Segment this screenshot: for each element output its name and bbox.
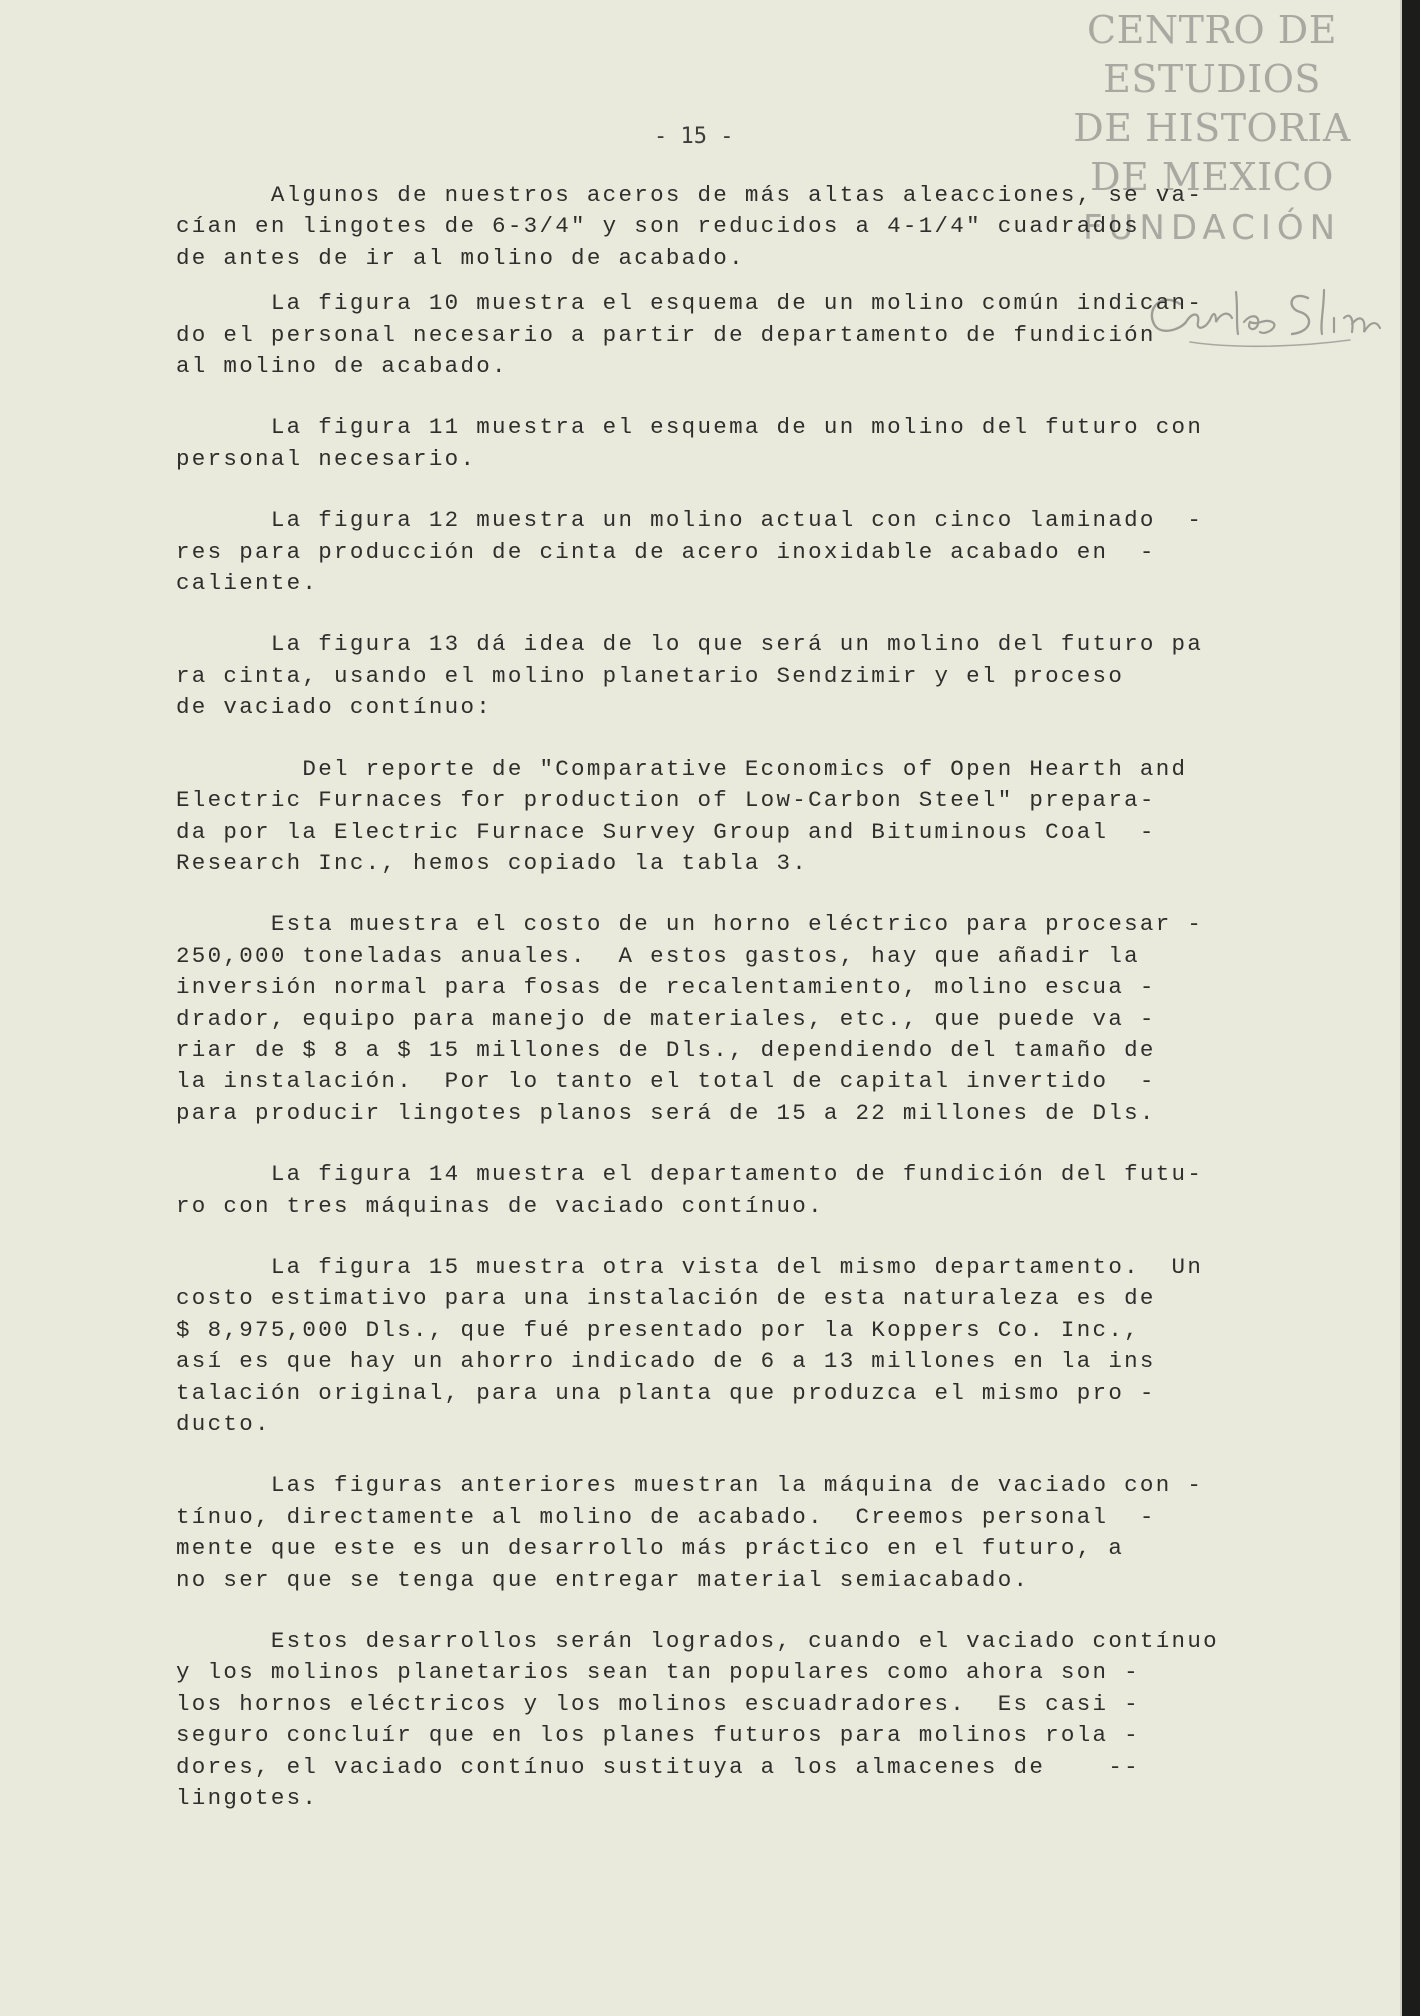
text-line: no ser que se tenga que entregar material semiacabado. [176, 1566, 1030, 1593]
text-line: personal necesario. [176, 445, 477, 472]
paragraph [176, 505, 1326, 599]
text-line: al molino de acabado. [176, 353, 508, 380]
text-line: para producir lingotes planos será de 15 a 22 millones de Dls. [176, 1099, 1156, 1126]
body-text [176, 180, 1326, 1814]
text-line: res para producción de cinta de acero inoxidable acabado en - [176, 538, 1156, 565]
text-line: ducto. [176, 1411, 271, 1437]
text-line: talación original, para una planta que produzca el mismo pro - [176, 1379, 1156, 1406]
paragraph [176, 412, 1326, 475]
paragraph [176, 754, 1326, 880]
text-line: y los molinos planetarios sean tan populares como ahora son - [176, 1659, 1140, 1686]
text-line: La figura 13 dá idea de lo que será un molino del futuro pa [176, 631, 1204, 658]
paragraph [176, 1252, 1326, 1440]
text-line: Esta muestra el costo de un horno eléctrico para procesar - [176, 911, 1204, 938]
text-line: costo estimativo para una instalación de esta naturaleza es de [176, 1285, 1156, 1312]
watermark-foundation: FUNDACIÓN [1082, 208, 1342, 248]
text-line: riar de $ 8 a $ 15 millones de Dls., dependiendo del tamaño de [176, 1036, 1156, 1063]
text-line: de antes de ir al molino de acabado. [176, 244, 745, 271]
page-number: - 15 - [654, 124, 734, 149]
text-line: de vaciado contínuo: [176, 694, 493, 721]
text-line: La figura 10 muestra el esquema de un molino común indican- [176, 290, 1204, 317]
paragraph [176, 1470, 1326, 1596]
text-line: seguro concluír que en los planes futuros para molinos rola - [176, 1722, 1140, 1749]
text-line: do el personal necesario a partir de departamento de fundición [176, 321, 1156, 348]
text-line: $ 8,975,000 Dls., que fué presentado por la Koppers Co. Inc., [176, 1316, 1140, 1343]
paragraph [176, 288, 1326, 382]
paragraph [176, 1159, 1326, 1222]
text-line: La figura 14 muestra el departamento de fundición del futu- [176, 1161, 1204, 1188]
text-line: 250,000 toneladas anuales. A estos gastos, hay que añadir la [176, 942, 1140, 969]
text-line: Algunos de nuestros aceros de más altas aleacciones, se va- [176, 182, 1204, 208]
text-line: da por la Electric Furnace Survey Group and Bituminous Coal - [176, 818, 1156, 845]
text-line: La figura 15 muestra otra vista del mismo departamento. Un [176, 1253, 1204, 1280]
text-line: Electric Furnaces for production of Low-Carbon Steel" prepara- [176, 787, 1156, 814]
watermark-line: CENTRO DE [1087, 8, 1337, 52]
text-line: La figura 11 muestra el esquema de un molino del futuro con [176, 414, 1204, 441]
paragraph [176, 629, 1326, 723]
watermark-line: ESTUDIOS [1103, 57, 1321, 101]
text-line: La figura 12 muestra un molino actual con cinco laminado - [176, 507, 1204, 534]
text-line: drador, equipo para manejo de materiales, etc., que puede va - [176, 1005, 1156, 1032]
text-line: así es que hay un ahorro indicado de 6 a 13 millones en la ins [176, 1348, 1156, 1375]
text-line: ra cinta, usando el molino planetario Sendzimir y el proceso [176, 662, 1125, 689]
text-line: mente que este es un desarrollo más práctico en el futuro, a [176, 1535, 1125, 1562]
paragraph [176, 1626, 1326, 1814]
paragraph [176, 180, 1326, 274]
text-line: dores, el vaciado contínuo sustituya a los almacenes de -- [176, 1753, 1140, 1780]
paragraph [176, 909, 1326, 1129]
text-line: tínuo, directamente al molino de acabado. Creemos personal - [176, 1503, 1156, 1530]
text-line: Estos desarrollos serán logrados, cuando el vaciado contínuo [176, 1628, 1219, 1655]
text-line: lingotes. [176, 1785, 319, 1812]
text-line: Research Inc., hemos copiado la tabla 3. [176, 849, 809, 876]
text-line: Las figuras anteriores muestran la máquina de vaciado con - [176, 1472, 1204, 1499]
watermark-line: DE MEXICO [1090, 155, 1334, 199]
text-line: ro con tres máquinas de vaciado contínuo. [176, 1192, 824, 1219]
watermark-line: DE HISTORIA [1073, 106, 1351, 150]
text-line: caliente. [176, 570, 319, 597]
text-line: cían en lingotes de 6-3/4" y son reducidos a 4-1/4" cuadrados [176, 213, 1140, 240]
text-line: la instalación. Por lo tanto el total de capital invertido - [176, 1068, 1156, 1095]
text-line: inversión normal para fosas de recalentamiento, molino escua - [176, 974, 1156, 1001]
text-line: los hornos eléctricos y los molinos escuadradores. Es casi - [176, 1690, 1140, 1717]
text-line: Del reporte de "Comparative Economics of Open Hearth and [176, 755, 1188, 782]
